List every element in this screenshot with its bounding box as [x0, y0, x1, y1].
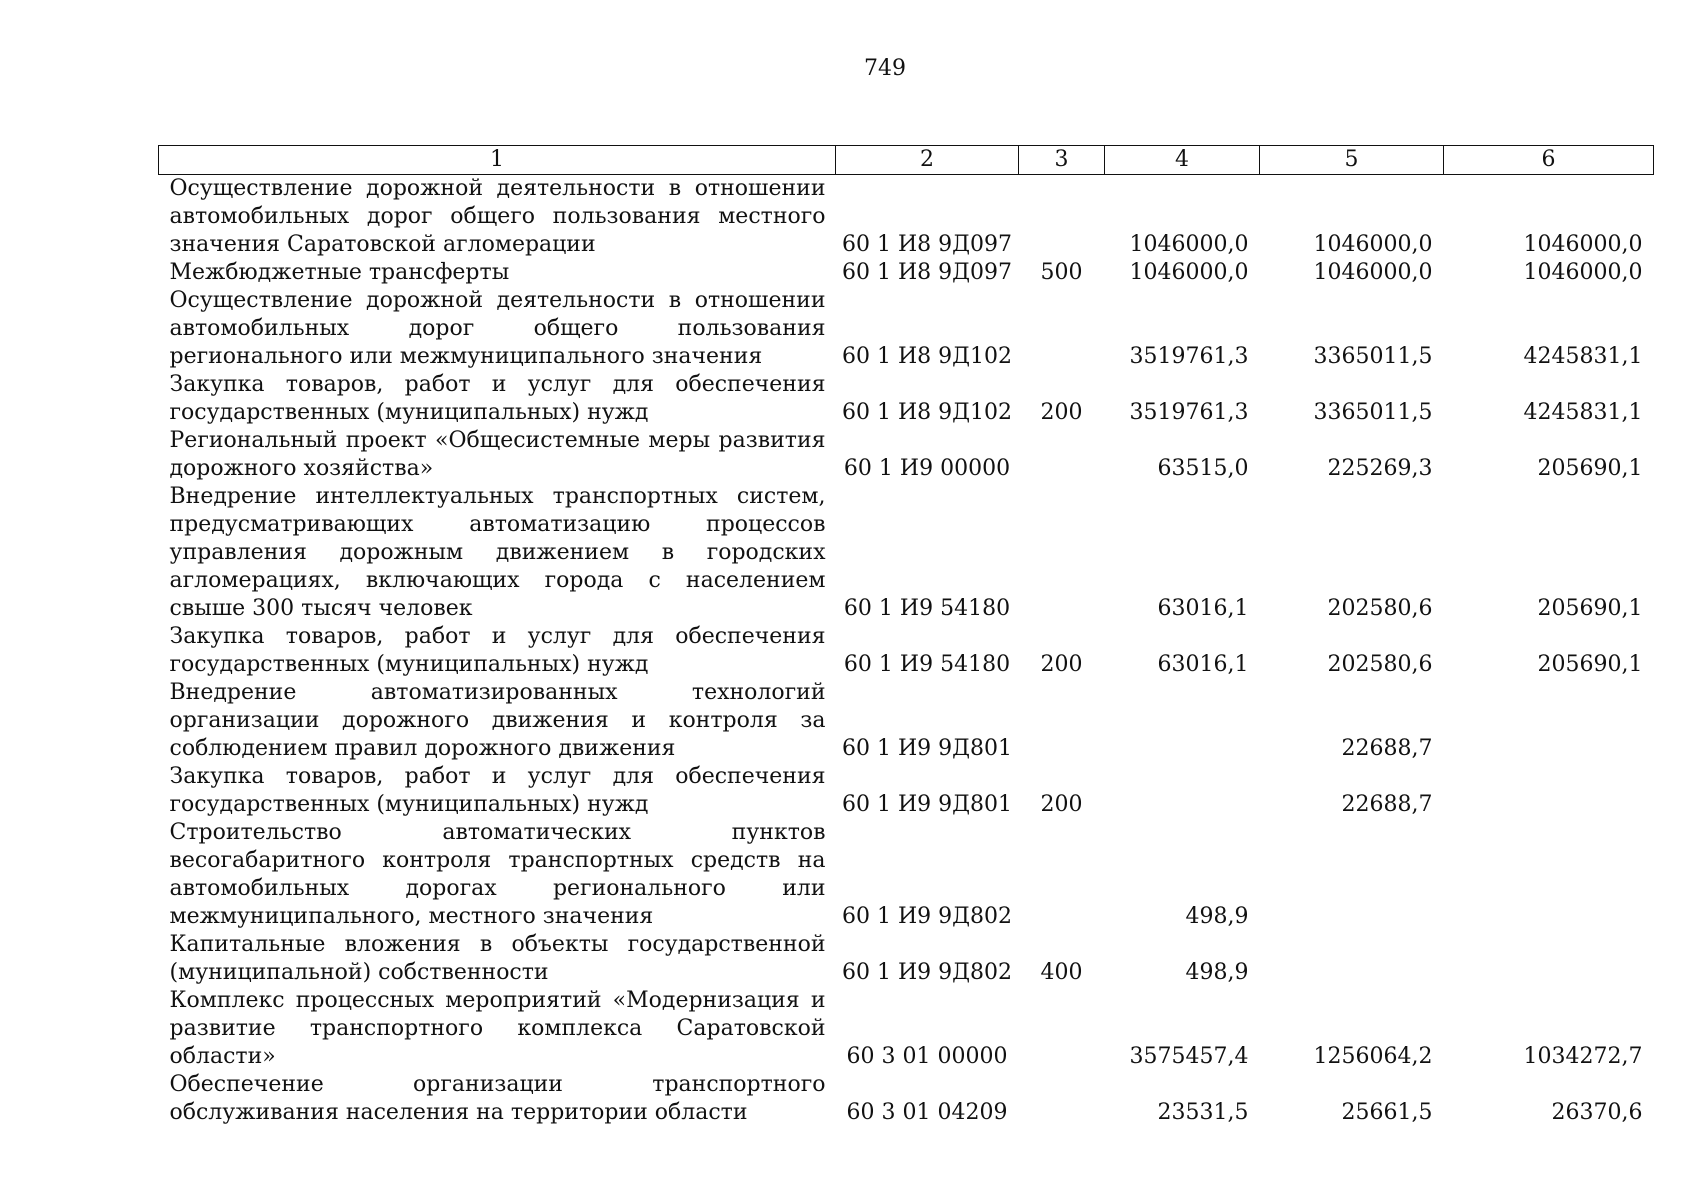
budget-table	[158, 145, 1654, 1127]
table-row	[159, 679, 1654, 763]
row-value-4: 23531,5	[1157, 1100, 1249, 1125]
row-expense-type: 200	[1040, 652, 1083, 677]
row-value-5	[1260, 819, 1444, 931]
row-expense-type	[1019, 483, 1105, 623]
row-value-4: 1046000,0	[1129, 232, 1249, 257]
row-code: 60 1 И9 54180	[843, 596, 1011, 621]
header-col-3: 3	[1019, 146, 1105, 175]
header-col-2: 2	[836, 146, 1019, 175]
row-value-6: 1046000,0	[1523, 232, 1643, 257]
row-code: 60 1 И9 00000	[843, 456, 1011, 481]
table-row	[159, 259, 1654, 287]
table-header	[159, 146, 1654, 175]
row-value-4	[1105, 763, 1260, 819]
row-value-6: 1046000,0	[1523, 260, 1643, 285]
row-value-4: 3575457,4	[1129, 1044, 1249, 1069]
row-value-4: 498,9	[1185, 904, 1249, 929]
row-value-6: 1034272,7	[1523, 1044, 1643, 1069]
header-col-1: 1	[159, 146, 836, 175]
row-value-4: 498,9	[1185, 960, 1249, 985]
row-expense-type: 200	[1040, 792, 1083, 817]
row-value-5: 22688,7	[1341, 792, 1433, 817]
row-name: Капитальные вложения в объекты государственной (муниципальной) собственности	[169, 932, 826, 985]
row-name: Закупка товаров, работ и услуг для обеспечения государственных (муниципальных) нужд	[169, 372, 826, 425]
row-value-6	[1444, 679, 1654, 763]
row-name: Осуществление дорожной деятельности в отношении автомобильных дорог общего пользования регионального или межмуниципального значения	[169, 288, 826, 369]
row-expense-type	[1019, 987, 1105, 1071]
table-row	[159, 1071, 1654, 1127]
row-code: 60 1 И9 9Д802	[841, 960, 1013, 985]
row-value-4: 1046000,0	[1129, 260, 1249, 285]
row-expense-type	[1019, 819, 1105, 931]
row-value-5	[1260, 931, 1444, 987]
table-row	[159, 763, 1654, 819]
row-value-6: 205690,1	[1537, 652, 1643, 677]
row-code: 60 1 И9 9Д802	[841, 904, 1013, 929]
row-value-4: 63515,0	[1157, 456, 1249, 481]
row-value-6: 205690,1	[1537, 596, 1643, 621]
row-value-4: 63016,1	[1157, 596, 1249, 621]
row-expense-type	[1019, 427, 1105, 483]
row-code: 60 3 01 04209	[846, 1100, 1008, 1125]
row-value-6	[1444, 931, 1654, 987]
row-code: 60 1 И9 54180	[843, 652, 1011, 677]
row-code: 60 1 И8 9Д102	[841, 400, 1013, 425]
row-value-5: 1046000,0	[1313, 260, 1433, 285]
row-value-5: 202580,6	[1327, 596, 1433, 621]
page-number: 749	[864, 56, 906, 81]
row-value-4: 3519761,3	[1129, 344, 1249, 369]
row-value-5: 3365011,5	[1313, 344, 1433, 369]
row-code: 60 3 01 00000	[846, 1044, 1008, 1069]
row-name: Внедрение интеллектуальных транспортных систем, предусматривающих автоматизацию процессов управления дорожным движением в городских агломерациях, включающих города с населением свыше 300 тысяч человек	[169, 484, 826, 621]
row-value-4	[1105, 679, 1260, 763]
row-value-5: 1256064,2	[1313, 1044, 1433, 1069]
row-expense-type	[1019, 1071, 1105, 1127]
table-row	[159, 987, 1654, 1071]
row-value-6: 4245831,1	[1523, 400, 1643, 425]
row-value-5: 225269,3	[1327, 456, 1433, 481]
row-value-5: 202580,6	[1327, 652, 1433, 677]
row-code: 60 1 И8 9Д097	[841, 232, 1013, 257]
row-name: Закупка товаров, работ и услуг для обеспечения государственных (муниципальных) нужд	[169, 764, 826, 817]
row-code: 60 1 И9 9Д801	[841, 736, 1013, 761]
header-col-6: 6	[1444, 146, 1654, 175]
row-name: Закупка товаров, работ и услуг для обеспечения государственных (муниципальных) нужд	[169, 624, 826, 677]
row-expense-type: 200	[1040, 400, 1083, 425]
row-name: Осуществление дорожной деятельности в отношении автомобильных дорог общего пользования местного значения Саратовской агломерации	[169, 176, 826, 257]
table-row	[159, 819, 1654, 931]
row-value-5: 22688,7	[1341, 736, 1433, 761]
table-row	[159, 931, 1654, 987]
row-value-5: 25661,5	[1341, 1100, 1433, 1125]
row-code: 60 1 И8 9Д097	[841, 260, 1013, 285]
row-value-6: 205690,1	[1537, 456, 1643, 481]
row-value-4: 3519761,3	[1129, 400, 1249, 425]
row-value-6: 4245831,1	[1523, 344, 1643, 369]
header-col-4: 4	[1105, 146, 1260, 175]
row-code: 60 1 И9 9Д801	[841, 792, 1013, 817]
table-row	[159, 483, 1654, 623]
row-code: 60 1 И8 9Д102	[841, 344, 1013, 369]
row-expense-type	[1019, 287, 1105, 371]
row-name: Межбюджетные трансферты	[169, 260, 510, 285]
row-value-5: 1046000,0	[1313, 232, 1433, 257]
table-row	[159, 623, 1654, 679]
row-expense-type	[1019, 175, 1105, 260]
table-row	[159, 175, 1654, 260]
table-body	[159, 175, 1654, 1128]
row-value-5: 3365011,5	[1313, 400, 1433, 425]
header-col-5: 5	[1260, 146, 1444, 175]
row-expense-type: 400	[1040, 960, 1083, 985]
row-expense-type	[1019, 679, 1105, 763]
table-row	[159, 371, 1654, 427]
row-name: Внедрение автоматизированных технологий организации дорожного движения и контроля за соблюдением правил дорожного движения	[169, 680, 826, 761]
row-value-6: 26370,6	[1551, 1100, 1643, 1125]
row-name: Обеспечение организации транспортного обслуживания населения на территории области	[169, 1072, 826, 1125]
row-name: Комплекс процессных мероприятий «Модернизация и развитие транспортного комплекса Саратовской области»	[169, 988, 826, 1069]
row-name: Строительство автоматических пунктов весогабаритного контроля транспортных средств на автомобильных дорогах регионального или межмуниципального, местного значения	[169, 820, 826, 929]
row-value-4: 63016,1	[1157, 652, 1249, 677]
row-value-6	[1444, 819, 1654, 931]
header-row	[159, 146, 1654, 175]
table-row	[159, 287, 1654, 371]
table-row	[159, 427, 1654, 483]
row-expense-type: 500	[1040, 260, 1083, 285]
row-value-6	[1444, 763, 1654, 819]
row-name: Региональный проект «Общесистемные меры развития дорожного хозяйства»	[169, 428, 826, 481]
